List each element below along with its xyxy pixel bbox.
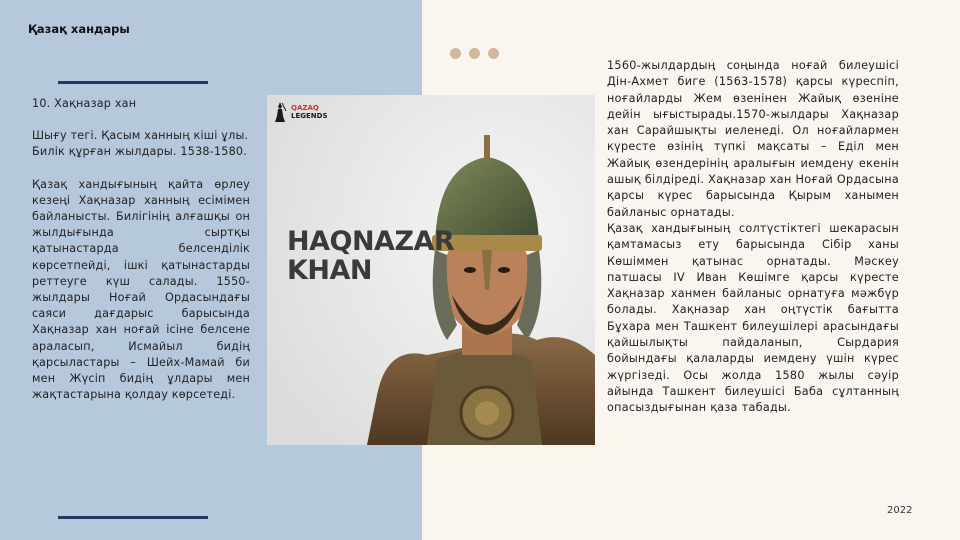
dot-icon [469,48,480,59]
top-divider [58,81,208,84]
right-body-paragraph-2: Қазақ хандығының солтүстіктегі шекарасын қамтамасыз ету барысында Сібір ханы Көшіммен қатынас орнатады. Мәскеу патшасы IV Иван Көшімге қарсы күресте Хақназар ханмен байланыс орнатуға мәжбүр болады. Хақназар хан оңтүстік бағытта Бұхара мен Ташкент билеушілері арасындағы қайшылықты пайдаланып, Сырдария бойындағы қалаларды иемдену үшін күрес жүргізеді. Осы жолда 1580 жылы сәуір айында Ташкент билеушісі Баба сұлтанның опасыздығынан қаза табады. [607,221,899,415]
qazaq-legends-logo [273,101,327,123]
reign-line: Билік құрған жылдары. 1538-1580. [32,145,247,159]
warrior-logo-icon [273,101,287,123]
right-text-block [607,58,899,417]
portrait-title [287,227,454,285]
portrait-title-line-2: KHAN [287,255,373,286]
origin-line: Шығу тегі. Қасым ханның кіші ұлы. [32,129,249,143]
section-heading: 10. Хақназар хан [32,97,137,110]
khan-portrait-image [267,95,595,445]
footer-year: 2022 [887,505,913,516]
left-body-paragraph: Қазақ хандығының қайта өрлеу кезеңі Хақназар ханның есімімен байланысты. Билігінің алғашқы он жылдығында сыртқы қатынастарда белсенділік көрсетпейді, ішкі қатынастарды реттеуге күш салады. 1550-жылдары Ноғай Ордасындағы саяси дағдарыс барысында Хақназар хан ноғай ісіне белсене араласып, Исмайыл бидің қарсыластары – Шейх-Мамай би мен Жүсіп бидің ұлдары мен жақтастарына қолдау көрсетеді. [32,177,250,402]
logo-line-1: QAZAQ [291,104,319,112]
right-body-paragraph-1: 1560-жылдардың соңында ноғай билеушісі Дін-Ахмет биге (1563-1578) қарсы күреспіп, ноғайларды Жем өзенінен Жайық өзеніне дейін ығыстырады.1570-жылдары Хақназар хан Сарайшықты иеленеді. Ол ноғайлармен күресте өзінің түпкі мақсаты – Еділ мен Жайық өзендерінің аралығын иемдену екенін ашық білдіреді. Хақназар хан Ноғай Ордасына қарсы күрес барысында Қырым ханымен байланыс орнатады. [607,59,899,219]
bottom-divider [58,516,208,519]
logo-line-2: LEGENDS [291,112,328,120]
slide-header-title: Қазақ хандары [28,22,130,36]
decorative-dots [450,48,499,59]
dot-icon [450,48,461,59]
portrait-title-line-1: HAQNAZAR [287,226,455,257]
dot-icon [488,48,499,59]
left-text-block [32,96,250,403]
